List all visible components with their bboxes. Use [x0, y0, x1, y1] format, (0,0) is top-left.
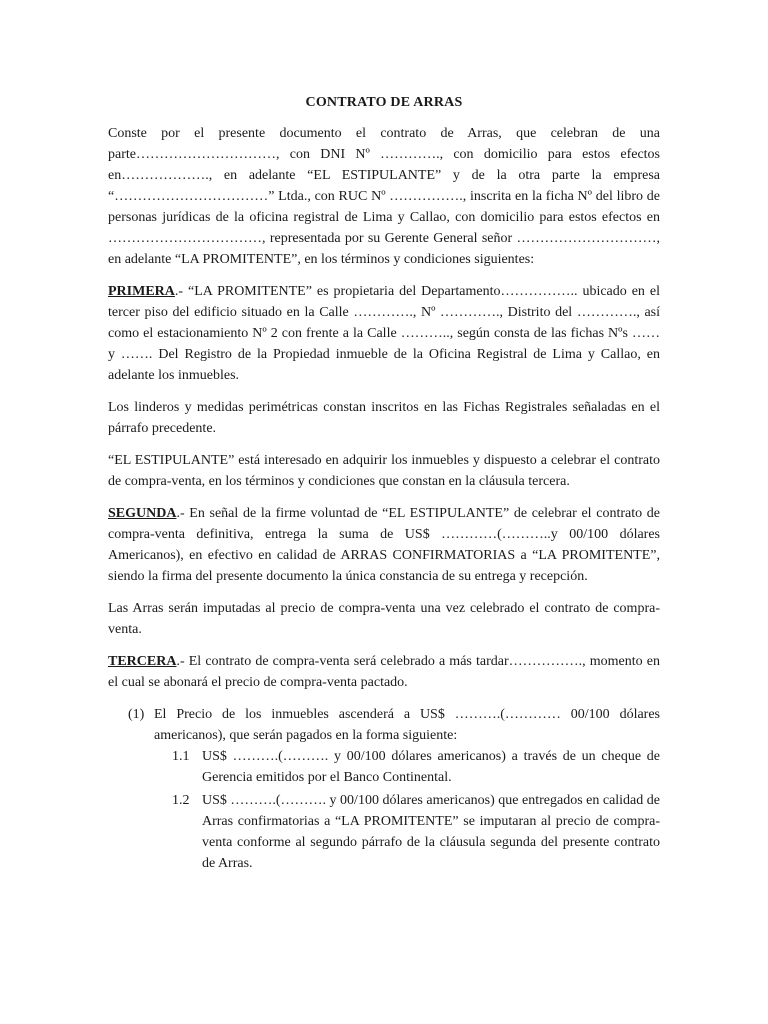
- clause-tercera: [108, 651, 660, 693]
- sublist-item: [172, 746, 660, 788]
- clause-primera-text: .- “LA PROMITENTE” es propietaria del Departamento…………….. ubicado en el tercer piso del edificio situado en la Calle …………., Nº …………., Distrito del …………., así como el estacionamiento Nº 2 con frente a la Calle ……….., según consta de las fichas Nºs …… y ……. Del Registro de la Propiedad inmueble de la Oficina Registral de Lima y Callao, en adelante los inmuebles.: [108, 284, 660, 383]
- paragraph-arras: Las Arras serán imputadas al precio de compra-venta una vez celebrado el contrato de compra-venta.: [108, 601, 660, 637]
- sublist-item-text: US$ ……….(………. y 00/100 dólares americanos) que entregados en calidad de Arras confirmatorias a “LA PROMITENTE” se imputaran al precio de compra-venta conforme al segundo párrafo de la cláusula segunda del presente contrato de Arras.: [202, 793, 660, 871]
- paragraph-estipulante: “EL ESTIPULANTE” está interesado en adquirir los inmuebles y dispuesto a celebrar el contrato de compra-venta, en los términos y condiciones que constan en la cláusula tercera.: [108, 453, 660, 489]
- intro-paragraph: Conste por el presente documento el contrato de Arras, que celebran de una parte…………………………, con DNI Nº …………., con domicilio para estos efectos en………………., en adelante “EL ESTIPULANTE” y de la otra parte la empresa “……………………………” Ltda., con RUC Nº ……………., inscrita en la ficha Nº del libro de personas jurídicas de la oficina registral de Lima y Callao, con domicilio para estos efectos en ……………………………, representada por su Gerente General señor …………………………, en adelante “LA PROMITENTE”, en los términos y condiciones siguientes:: [108, 126, 660, 267]
- document-page: [108, 92, 660, 876]
- clause-segunda-text: .- En señal de la firme voluntad de “EL ESTIPULANTE” de celebrar el contrato de compra-venta definitiva, entrega la suma de US$ …………(………..y 00/100 dólares Americanos), en efectivo en calidad de ARRAS CONFIRMATORIAS a “LA PROMITENTE”, siendo la firma del presente documento la única constancia de su entrega y recepción.: [108, 506, 660, 584]
- list-item-number: (1): [128, 707, 145, 722]
- document-title: CONTRATO DE ARRAS: [305, 95, 463, 110]
- payment-list: [128, 704, 660, 874]
- payment-sublist: [172, 746, 660, 874]
- paragraph-linderos: Los linderos y medidas perimétricas constan inscritos en las Fichas Registrales señaladas en el párrafo precedente.: [108, 400, 660, 436]
- clause-primera-heading: PRIMERA: [108, 284, 175, 299]
- sublist-item-text: US$ ……….(………. y 00/100 dólares americanos) a través de un cheque de Gerencia emitidos por el Banco Continental.: [202, 749, 660, 785]
- clause-segunda-heading: SEGUNDA: [108, 506, 177, 521]
- clause-tercera-heading: TERCERA: [108, 654, 177, 669]
- clause-primera: [108, 281, 660, 386]
- sublist-item: [172, 790, 660, 874]
- sublist-item-number: 1.2: [172, 793, 190, 808]
- clause-segunda: [108, 503, 660, 587]
- clause-tercera-text: .- El contrato de compra-venta será celebrado a más tardar……………., momento en el cual se abonará el precio de compra-venta pactado.: [108, 654, 660, 690]
- sublist-item-number: 1.1: [172, 749, 190, 764]
- list-item-text: El Precio de los inmuebles ascenderá a US$ ……….(………… 00/100 dólares americanos), que serán pagados en la forma siguiente:: [154, 707, 660, 743]
- list-item: [128, 704, 660, 874]
